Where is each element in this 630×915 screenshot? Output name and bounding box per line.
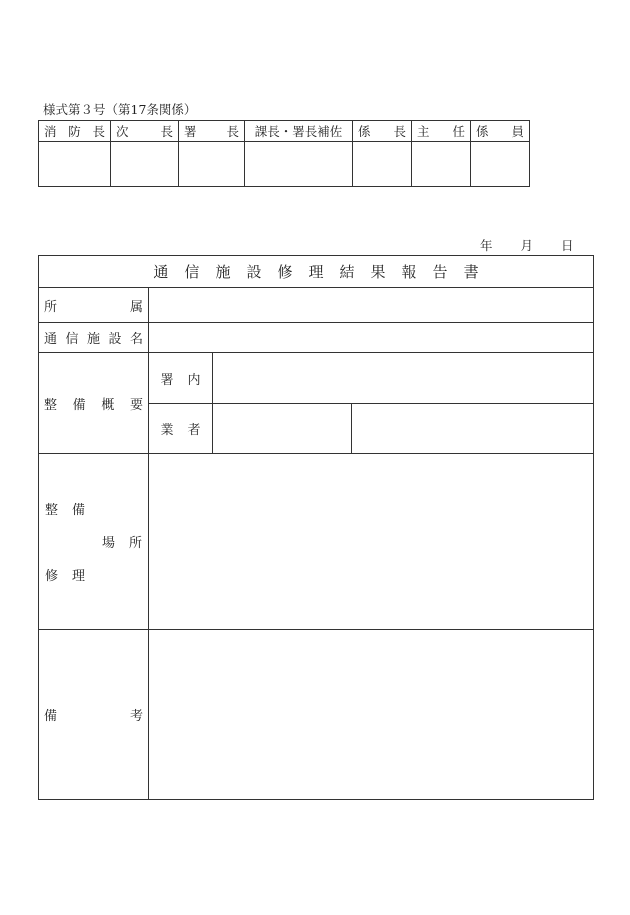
header-section-chief: 課長・署長補佐	[245, 121, 353, 142]
place-label: 整 備 場 所 修 理	[39, 454, 149, 630]
remarks-field[interactable]	[149, 630, 594, 800]
date-line	[480, 236, 574, 254]
overview-label: 整 備 概 要	[39, 353, 149, 454]
stamp-box[interactable]	[245, 142, 353, 187]
header-subsection-chief: 係 長	[353, 121, 412, 142]
header-station-chief: 署 長	[179, 121, 245, 142]
stamp-box[interactable]	[471, 142, 530, 187]
report-table	[38, 255, 594, 800]
contractor-field[interactable]	[213, 404, 352, 454]
facility-name-label: 通 信 施 設 名	[39, 323, 149, 353]
facility-name-field[interactable]	[149, 323, 594, 353]
report-title: 通 信 施 設 修 理 結 果 報 告 書	[39, 256, 594, 288]
header-supervisor: 主 任	[412, 121, 471, 142]
place-field[interactable]	[149, 454, 594, 630]
affiliation-field[interactable]	[149, 288, 594, 323]
date-month: 月	[520, 238, 534, 253]
remarks-label: 備 考	[39, 630, 149, 800]
contractor-field-2[interactable]	[352, 404, 594, 454]
affiliation-label: 所 属	[39, 288, 149, 323]
contractor-label: 業 者	[149, 404, 213, 454]
stamp-box[interactable]	[39, 142, 111, 187]
header-deputy-chief: 次 長	[111, 121, 179, 142]
header-fire-chief: 消 防 長	[39, 121, 111, 142]
stamp-box[interactable]	[353, 142, 412, 187]
form-number: 様式第３号（第17条関係）	[43, 102, 197, 117]
date-day: 日	[561, 238, 574, 253]
date-year: 年	[480, 238, 493, 253]
approval-stamp-table	[38, 120, 530, 187]
in-station-field[interactable]	[213, 353, 594, 404]
stamp-box[interactable]	[179, 142, 245, 187]
header-staff: 係 員	[471, 121, 530, 142]
in-station-label: 署 内	[149, 353, 213, 404]
stamp-box[interactable]	[412, 142, 471, 187]
stamp-box[interactable]	[111, 142, 179, 187]
